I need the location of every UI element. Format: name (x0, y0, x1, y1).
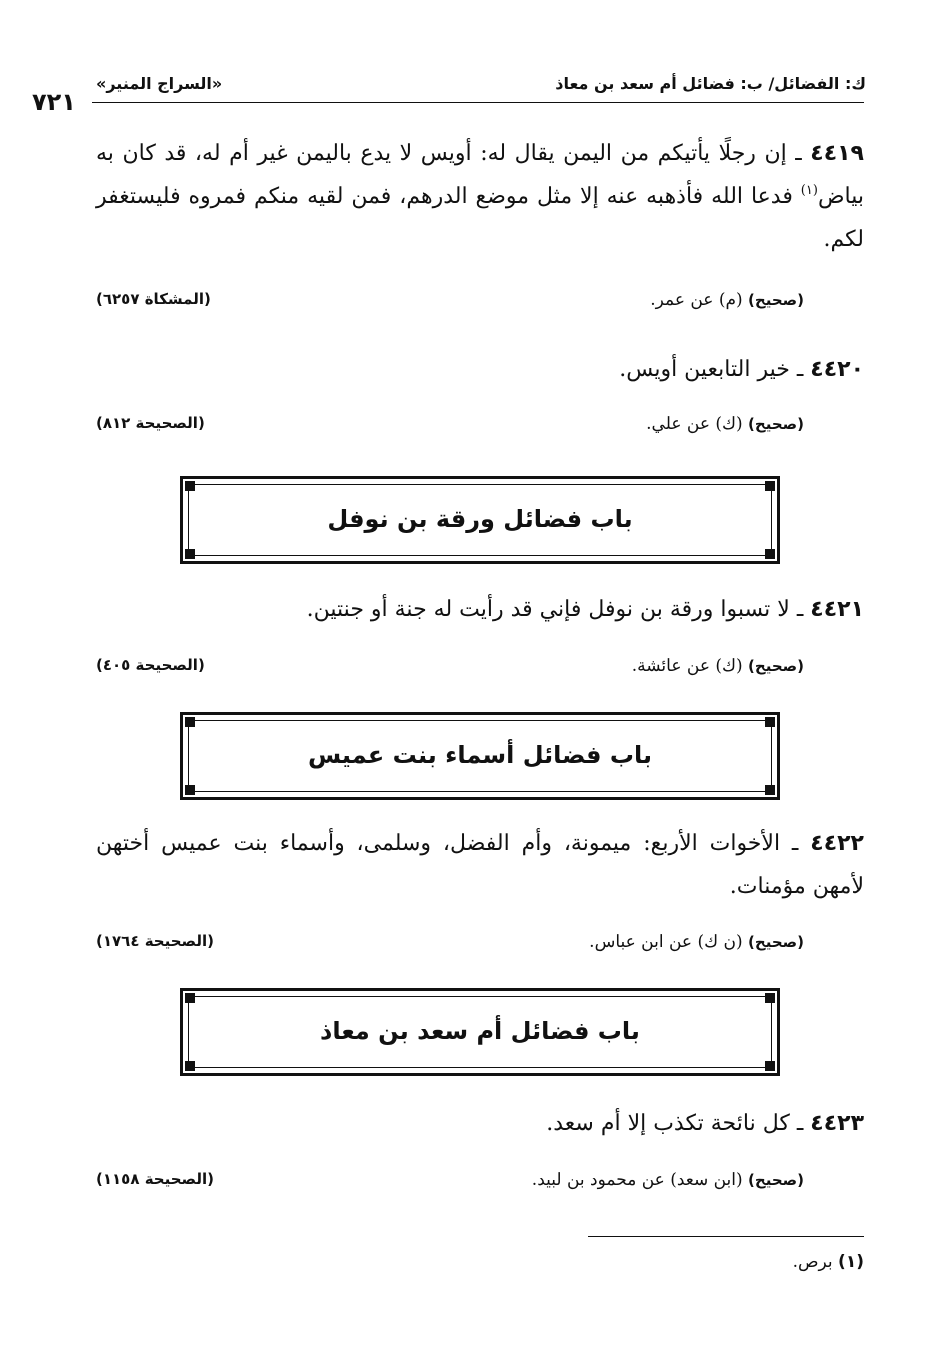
chapter-heading-frame (180, 712, 780, 800)
chapter-title: باب فضائل أم سعد بن معاذ (320, 1017, 640, 1045)
hadith-number: ٤٤٢٢ (810, 831, 864, 856)
footnote (793, 1252, 864, 1272)
hadith-number: ٤٤٢١ (810, 597, 864, 622)
source-line-4423 (96, 1170, 864, 1198)
page-number: ٧٢١ (32, 88, 76, 116)
hadith-text: لا تسبوا ورقة بن نوفل فإني قد رأيت له جنة أو جنتين. (306, 597, 790, 622)
source-narration (632, 656, 804, 676)
hadith-4423 (96, 1102, 864, 1145)
hadith-number: ٤٤٢٠ (810, 357, 864, 382)
source-line-4420 (96, 414, 864, 442)
footnote-text: برص. (792, 1252, 833, 1272)
hadith-text-continued: فدعا الله فأذهبه عنه إلا مثل موضع الدرهم، فمن لقيه منكم فمروه فليستغفر لكم. (96, 184, 864, 252)
running-header-book-title: «السراج المنير» (96, 74, 223, 93)
source-reference: (الصحيحة ٨١٢) (96, 414, 205, 432)
frame-corner-ornament (765, 993, 775, 1003)
hadith-text: إن رجلًا يأتيكم من اليمن يقال له: أويس لا يدع باليمن غير أم له، قد كان به بياض (96, 141, 864, 209)
frame-corner-ornament (185, 481, 195, 491)
hadith-4422 (96, 822, 864, 908)
source-narration (589, 932, 804, 952)
frame-corner-ornament (185, 717, 195, 727)
frame-corner-ornament (765, 549, 775, 559)
grade-label: (صحيح) (748, 933, 804, 951)
hadith-4420 (96, 348, 864, 391)
frame-corner-ornament (765, 717, 775, 727)
hadith-text: كل نائحة تكذب إلا أم سعد. (546, 1111, 790, 1136)
running-header-chapter: ك: الفضائل/ ب: فضائل أم سعد بن معاذ (555, 74, 866, 93)
chapter-title: باب فضائل ورقة بن نوفل (327, 505, 633, 533)
source-reference: (الصحيحة ٤٠٥) (96, 656, 205, 674)
narrator: (ابن سعد) عن محمود بن لبيد. (531, 1170, 749, 1190)
chapter-heading-frame (180, 988, 780, 1076)
frame-corner-ornament (765, 785, 775, 795)
grade-label: (صحيح) (748, 1171, 804, 1189)
hadith-4419 (96, 132, 864, 261)
frame-corner-ornament (185, 549, 195, 559)
chapter-title: باب فضائل أسماء بنت عميس (308, 741, 652, 769)
source-reference: (المشكاة ٦٢٥٧) (96, 290, 211, 308)
grade-label: (صحيح) (748, 415, 804, 433)
grade-label: (صحيح) (748, 657, 804, 675)
narrator: (م) عن عمر. (650, 290, 749, 310)
hadith-dash: ـ (789, 357, 804, 382)
frame-corner-ornament (185, 993, 195, 1003)
source-line-4421 (96, 656, 864, 684)
source-line-4419 (96, 290, 864, 318)
source-reference: (الصحيحة ١٧٦٤) (96, 932, 214, 950)
hadith-number: ٤٤١٩ (810, 141, 864, 166)
frame-corner-ornament (185, 1061, 195, 1071)
frame-corner-ornament (185, 785, 195, 795)
grade-label: (صحيح) (748, 291, 804, 309)
source-narration (646, 414, 804, 434)
source-line-4422 (96, 932, 864, 960)
narrator: (ك) عن علي. (646, 414, 749, 434)
footnote-rule (588, 1236, 864, 1237)
hadith-dash: ـ (786, 141, 802, 166)
narrator: (ن ك) عن ابن عباس. (589, 932, 749, 952)
footnote-number: (١) (838, 1252, 864, 1272)
hadith-4421 (96, 588, 864, 631)
hadith-text: الأخوات الأربع: ميمونة، وأم الفضل، وسلمى، وأسماء بنت عميس أختهن لأمهن مؤمنات. (96, 831, 864, 899)
source-reference: (الصحيحة ١١٥٨) (96, 1170, 214, 1188)
narrator: (ك) عن عائشة. (631, 656, 749, 676)
frame-corner-ornament (765, 1061, 775, 1071)
hadith-text: خير التابعين أويس. (619, 357, 790, 382)
footnote-marker: (١) (800, 183, 818, 198)
hadith-number: ٤٤٢٣ (810, 1111, 864, 1136)
source-narration (650, 290, 804, 310)
hadith-dash: ـ (789, 1111, 804, 1136)
hadith-dash: ـ (789, 597, 804, 622)
hadith-dash: ـ (780, 831, 799, 856)
source-narration (532, 1170, 804, 1190)
frame-corner-ornament (765, 481, 775, 491)
chapter-heading-frame (180, 476, 780, 564)
header-rule (92, 102, 864, 103)
